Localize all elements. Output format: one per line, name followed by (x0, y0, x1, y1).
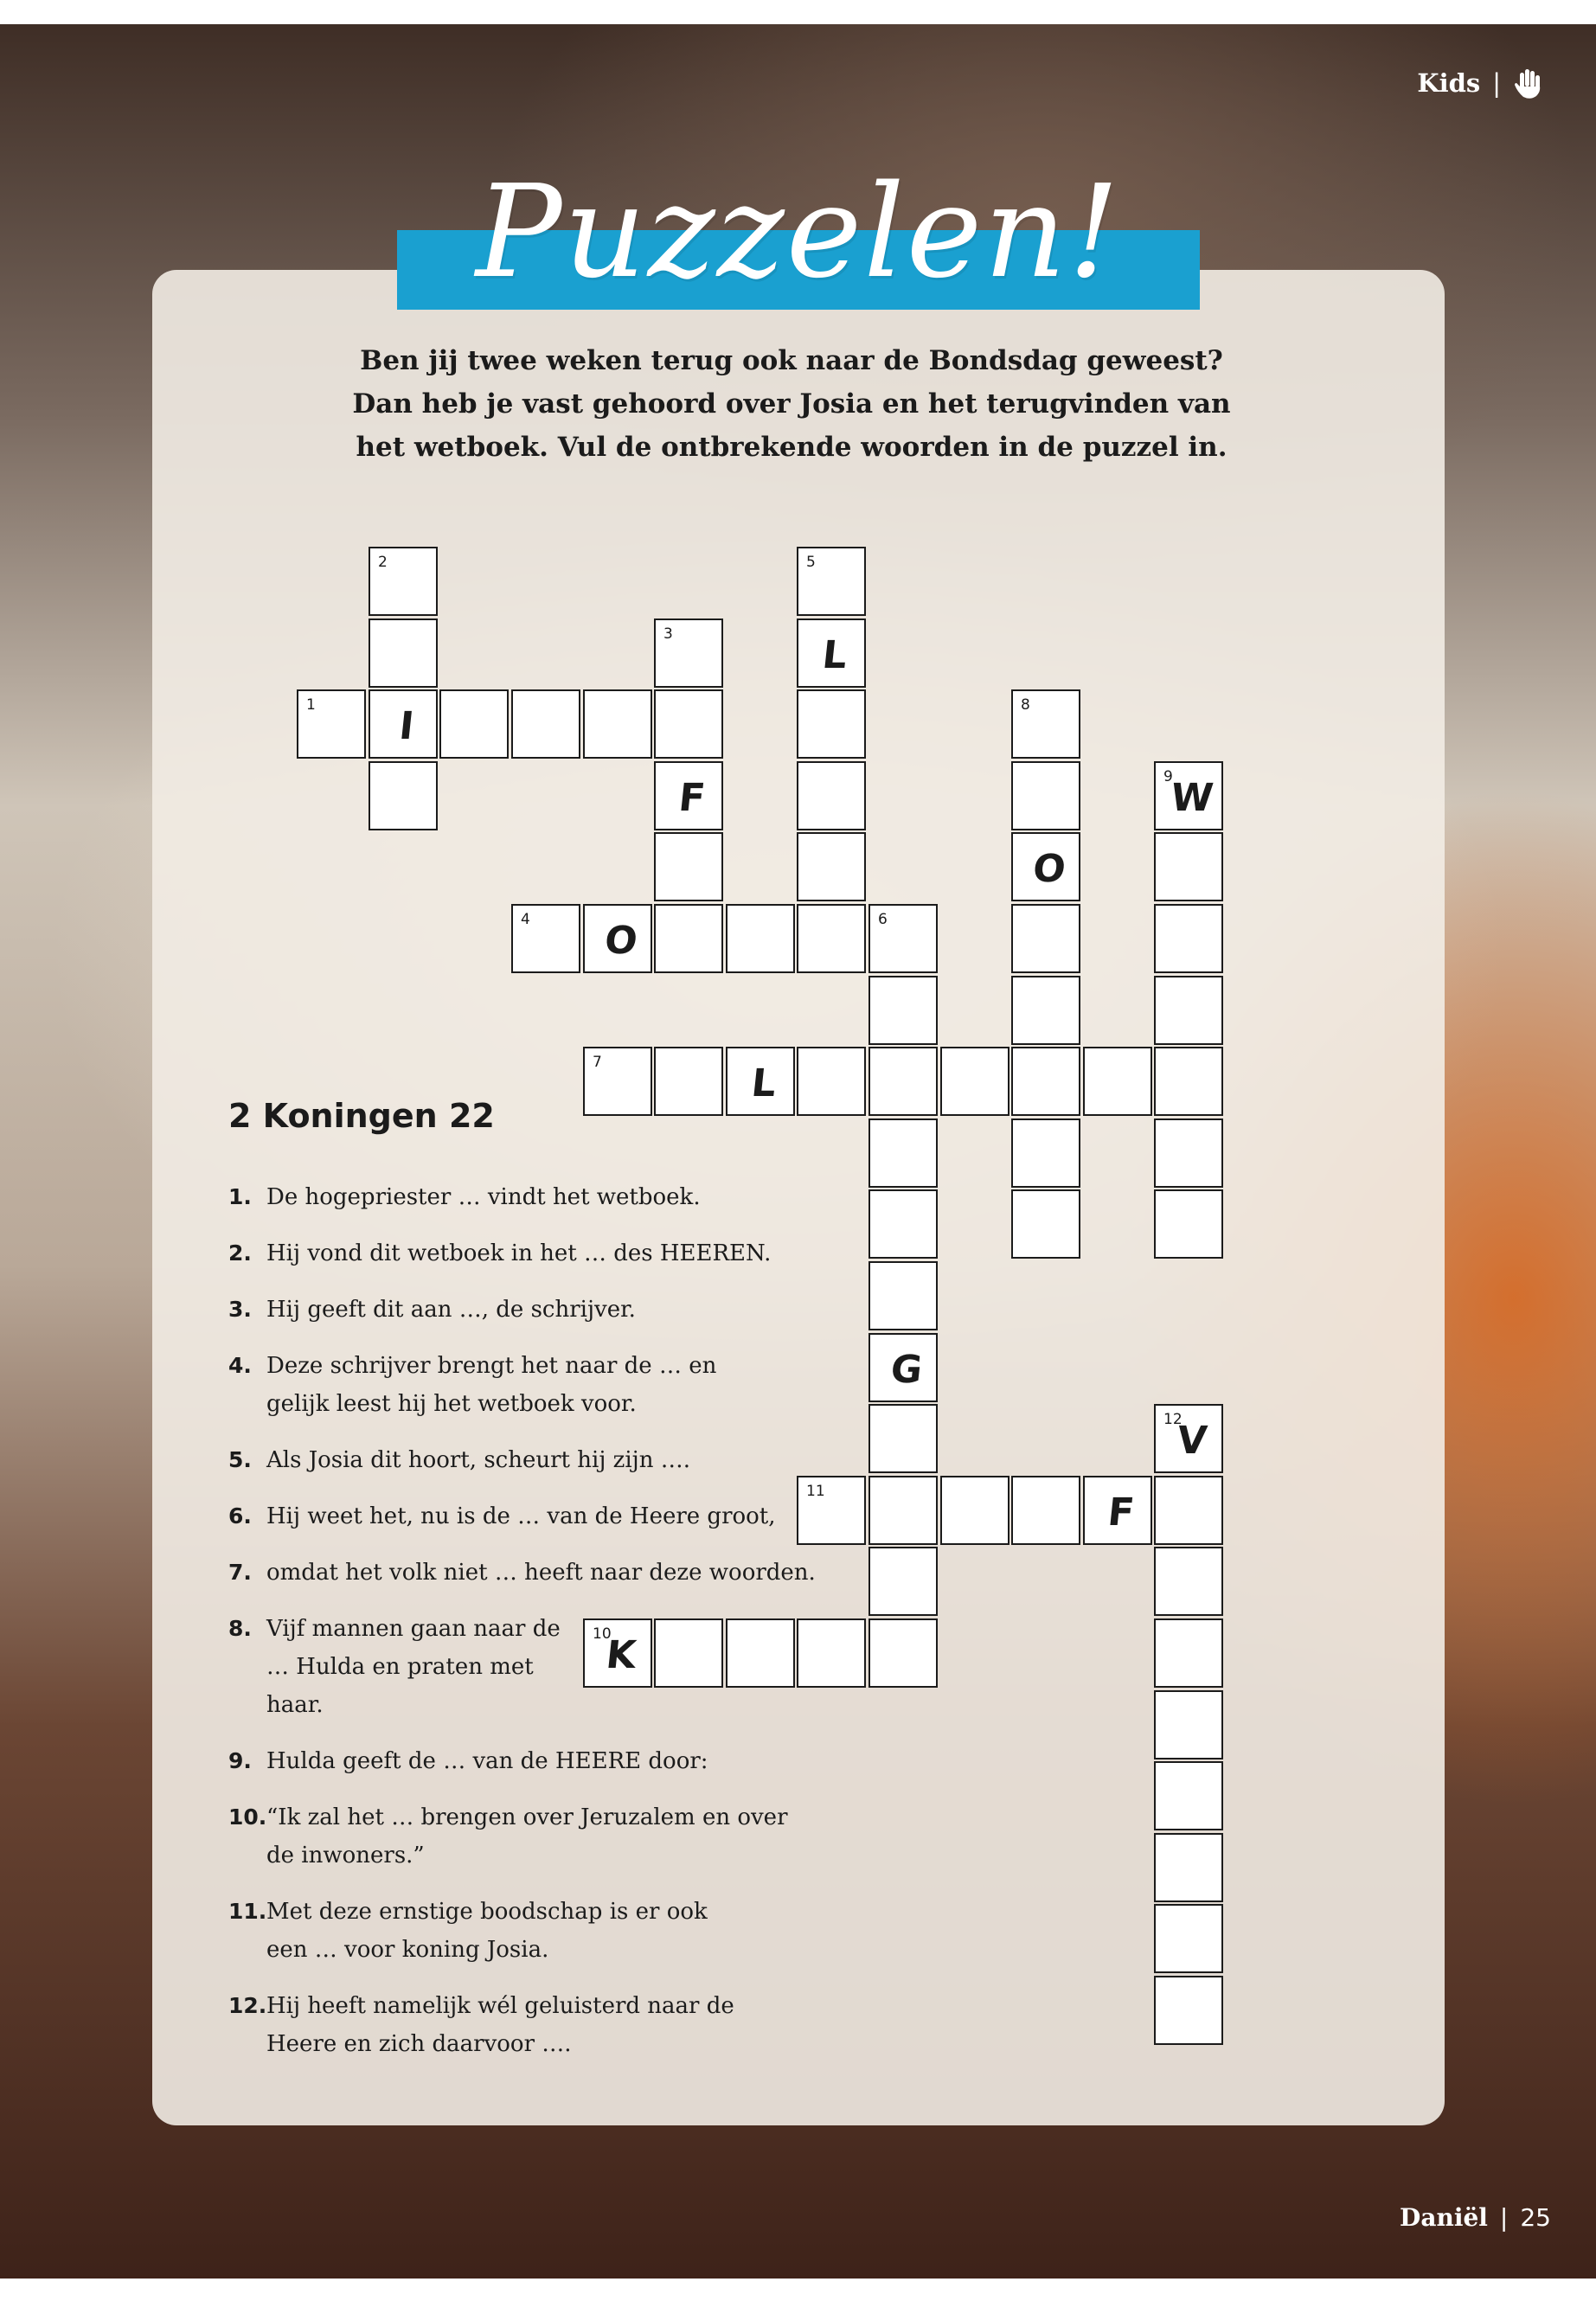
crossword-cell[interactable] (369, 547, 438, 616)
crossword-cell[interactable] (869, 1333, 938, 1402)
clue-text: Hij weet het, nu is de … van de Heere groot, (266, 1503, 776, 1529)
clue-item (228, 1234, 834, 1272)
crossword-cell[interactable] (583, 904, 652, 973)
clue-number: 12. (228, 1993, 267, 2018)
clue-text: Vijf mannen gaan naar de … Hulda en praten met haar. (266, 1616, 561, 1718)
crossword-cell[interactable] (1154, 1118, 1223, 1188)
clue-item (228, 1610, 834, 1724)
clue-number: 4. (228, 1353, 252, 1378)
crossword-cell[interactable] (726, 1047, 795, 1116)
clue-number: 1. (228, 1184, 252, 1209)
page-number: 25 (1520, 2203, 1551, 2232)
clue-number: 5. (228, 1447, 252, 1472)
clue-item (228, 1291, 834, 1329)
cell-number: 9 (1163, 768, 1173, 785)
page-title: Puzzelen! (475, 157, 1122, 306)
cell-letter: O (602, 918, 640, 963)
crossword-cell[interactable] (1154, 1404, 1223, 1473)
cell-number: 8 (1021, 696, 1030, 714)
crossword-cell[interactable] (1154, 1547, 1223, 1616)
clue-text: De hogepriester … vindt het wetboek. (266, 1184, 701, 1210)
cell-number: 7 (593, 1054, 602, 1071)
clue-item (228, 1893, 834, 1969)
clue-item (228, 1178, 834, 1216)
crossword-cell[interactable] (797, 689, 866, 759)
crossword-cell[interactable] (1011, 761, 1080, 830)
magazine-name: Daniël (1400, 2203, 1488, 2232)
crossword-cell[interactable] (369, 761, 438, 830)
cell-letter: O (1030, 846, 1068, 891)
cell-letter: F (676, 775, 708, 820)
clue-number: 3. (228, 1297, 252, 1322)
clue-number: 7. (228, 1560, 252, 1585)
crossword-cell[interactable] (297, 689, 366, 759)
crossword-cell[interactable] (511, 689, 580, 759)
clue-item (228, 1987, 834, 2063)
crossword-cell[interactable] (654, 619, 723, 688)
hand-icon (1513, 66, 1544, 100)
intro-line: Ben jij twee weken terug ook naar de Bondsdag geweest? (360, 345, 1223, 376)
clue-text: Hij vond dit wetboek in het … des HEEREN. (266, 1240, 772, 1266)
clue-text: Hij geeft dit aan …, de schrijver. (266, 1297, 636, 1323)
crossword-cell[interactable] (797, 832, 866, 901)
cell-letter: L (749, 1061, 779, 1106)
clue-item (228, 1554, 834, 1592)
crossword-cell[interactable] (1154, 976, 1223, 1045)
crossword-cell[interactable] (1083, 1476, 1152, 1545)
clue-item (228, 1798, 834, 1875)
clue-list (228, 1178, 834, 2081)
clue-text: Hij heeft namelijk wél geluisterd naar de Heere en zich daarvoor …. (266, 1993, 734, 2057)
crossword-cell[interactable] (1154, 1690, 1223, 1759)
clue-text: “Ik zal het … brengen over Jeruzalem en over de inwoners.” (266, 1804, 788, 1868)
clue-number: 6. (228, 1503, 252, 1529)
clue-item (228, 1742, 834, 1780)
crossword-cell[interactable] (869, 1618, 938, 1688)
crossword-cell[interactable] (1154, 1047, 1223, 1116)
clue-text: Als Josia dit hoort, scheurt hij zijn …. (266, 1447, 690, 1473)
crossword-cell[interactable] (654, 1047, 723, 1116)
crossword-cell[interactable] (583, 689, 652, 759)
crossword-cell[interactable] (1154, 1189, 1223, 1259)
crossword-cell[interactable] (869, 1547, 938, 1616)
crossword-cell[interactable] (1154, 832, 1223, 901)
clue-number: 10. (228, 1804, 267, 1830)
cell-letter: F (1106, 1490, 1137, 1535)
crossword-cell[interactable] (1011, 1047, 1080, 1116)
crossword-cell[interactable] (1154, 1618, 1223, 1688)
cell-number: 5 (806, 554, 816, 571)
cell-number: 1 (306, 696, 316, 714)
cell-number: 12 (1163, 1411, 1183, 1428)
crossword-cell[interactable] (869, 1118, 938, 1188)
cell-letter: V (1175, 1418, 1209, 1463)
crossword-cell[interactable] (1154, 1476, 1223, 1545)
crossword-cell[interactable] (369, 689, 438, 759)
crossword-cell[interactable] (1154, 904, 1223, 973)
clue-number: 11. (228, 1899, 267, 1924)
crossword-cell[interactable] (1083, 1047, 1152, 1116)
crossword-cell[interactable] (869, 1404, 938, 1473)
clue-text: omdat het volk niet … heeft naar deze woorden. (266, 1560, 816, 1586)
clue-item (228, 1347, 834, 1423)
cell-letter: I (397, 703, 416, 748)
crossword-cell[interactable] (797, 1047, 866, 1116)
crossword-cell[interactable] (869, 976, 938, 1045)
cell-number: 11 (806, 1483, 825, 1500)
crossword-cell[interactable] (511, 904, 580, 973)
crossword-cell[interactable] (1154, 1976, 1223, 2045)
crossword-cell[interactable] (1011, 904, 1080, 973)
crossword-cell[interactable] (869, 1261, 938, 1330)
crossword-cell[interactable] (1011, 1189, 1080, 1259)
crossword-cell[interactable] (797, 904, 866, 973)
section-tag (1417, 66, 1544, 100)
clue-number: 9. (228, 1748, 252, 1773)
crossword-cell[interactable] (1154, 1761, 1223, 1830)
crossword-cell[interactable] (1011, 689, 1080, 759)
crossword-cell[interactable] (869, 1189, 938, 1259)
crossword-cell[interactable] (583, 1047, 652, 1116)
intro-text (225, 339, 1358, 469)
crossword-cell[interactable] (654, 832, 723, 901)
crossword-cell[interactable] (1154, 1833, 1223, 1902)
cell-letter: W (1169, 775, 1215, 820)
crossword-cell[interactable] (439, 689, 509, 759)
cell-number: 3 (663, 625, 673, 643)
crossword-cell[interactable] (940, 1047, 1010, 1116)
crossword-cell[interactable] (654, 689, 723, 759)
page-footer (1400, 2203, 1551, 2232)
clue-item (228, 1497, 834, 1535)
intro-line: het wetboek. Vul de ontbrekende woorden in de puzzel in. (356, 432, 1227, 463)
cell-letter: G (888, 1347, 925, 1392)
cell-number: 6 (878, 911, 888, 928)
section-label: Kids (1417, 68, 1481, 98)
section-separator: | (1492, 68, 1501, 98)
crossword-cell[interactable] (869, 904, 938, 973)
crossword-cell[interactable] (797, 547, 866, 616)
cell-number: 10 (593, 1625, 612, 1643)
cell-number: 2 (378, 554, 388, 571)
crossword-cell[interactable] (1011, 1476, 1080, 1545)
clue-number: 2. (228, 1240, 252, 1266)
clue-number: 8. (228, 1616, 252, 1641)
crossword-cell[interactable] (654, 761, 723, 830)
clue-item (228, 1441, 834, 1479)
crossword-cell[interactable] (654, 904, 723, 973)
crossword-cell[interactable] (869, 1047, 938, 1116)
clue-text: Hulda geeft de … van de HEERE door: (266, 1748, 708, 1774)
crossword-cell[interactable] (726, 904, 795, 973)
crossword-cell[interactable] (369, 619, 438, 688)
page-top-edge (0, 0, 1596, 24)
cell-letter: K (604, 1632, 638, 1677)
crossword-cell[interactable] (1011, 1118, 1080, 1188)
page-bottom-edge (0, 2279, 1596, 2301)
clue-text: Deze schrijver brengt het naar de … en gelijk leest hij het wetboek voor. (266, 1353, 717, 1417)
crossword-cell[interactable] (797, 619, 866, 688)
cell-number: 4 (521, 911, 530, 928)
cell-letter: L (820, 632, 849, 677)
crossword-cell[interactable] (1154, 761, 1223, 830)
clues-heading: 2 Koningen 22 (228, 1097, 495, 1135)
clue-text: Met deze ernstige boodschap is er ook een … voor koning Josia. (266, 1899, 708, 1963)
intro-line: Dan heb je vast gehoord over Josia en het terugvinden van (352, 388, 1231, 420)
footer-separator: | (1499, 2203, 1509, 2232)
crossword-cell[interactable] (940, 1476, 1010, 1545)
crossword-cell[interactable] (869, 1476, 938, 1545)
crossword-cell[interactable] (797, 761, 866, 830)
crossword-cell[interactable] (1154, 1904, 1223, 1973)
crossword-cell[interactable] (1011, 976, 1080, 1045)
crossword-cell[interactable] (1011, 832, 1080, 901)
